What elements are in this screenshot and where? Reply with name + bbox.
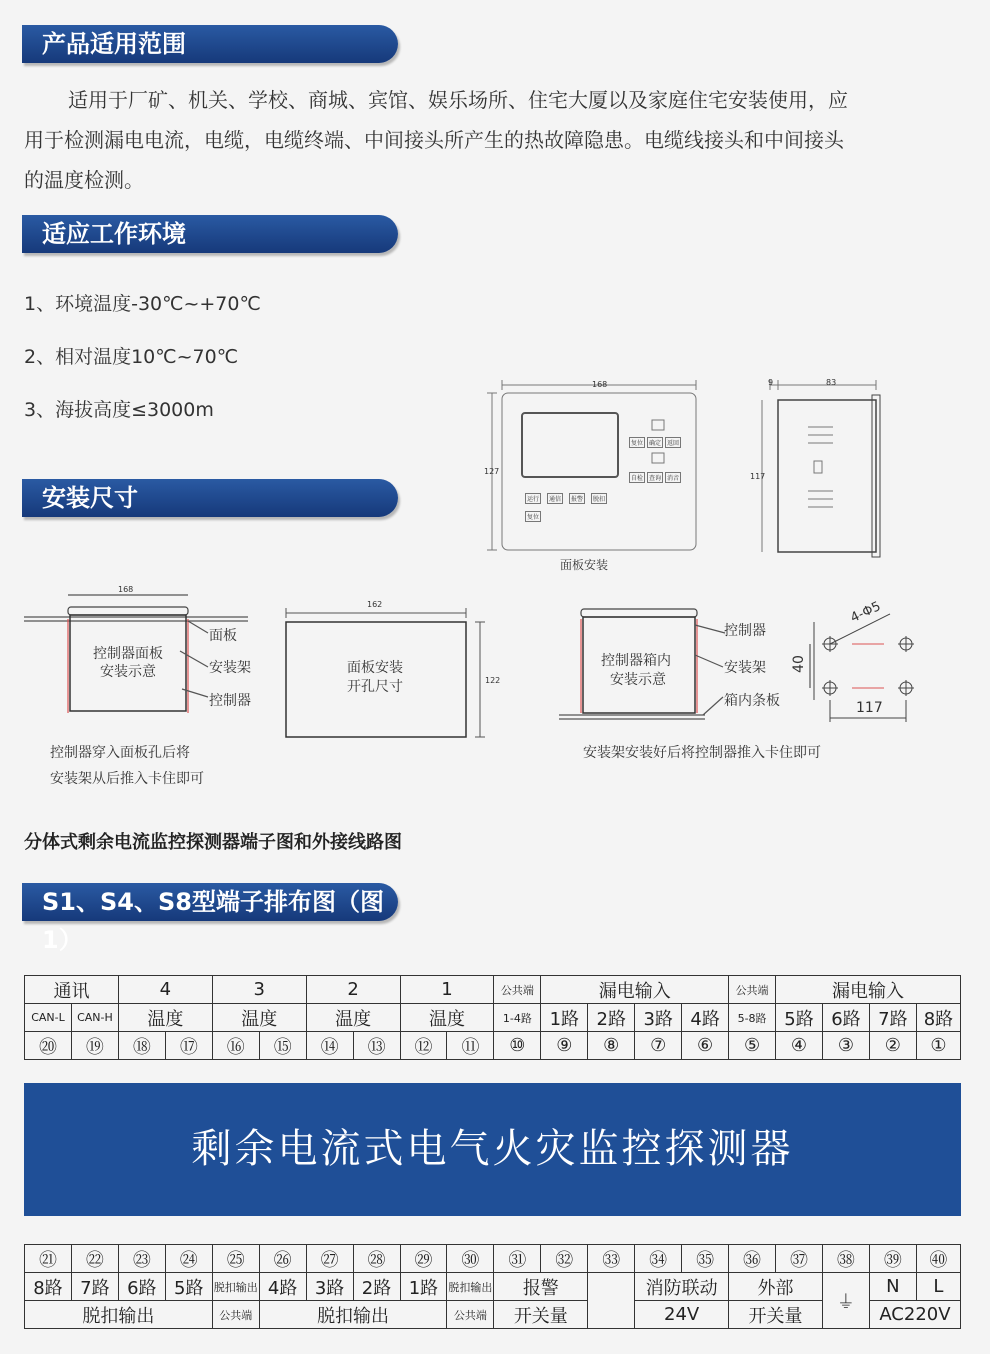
scope-line-1: 适用于厂矿、机关、学校、商城、宾馆、娱乐场所、住宅大厦以及家庭住宅安装使用，应: [68, 88, 848, 112]
d1-center-label: 控制器面板 安装示意: [93, 646, 163, 680]
confirm-button[interactable]: 确定: [647, 437, 663, 448]
side-height-label: 117: [750, 472, 766, 481]
top-table-row-numbers: [25, 1032, 961, 1060]
terminal-16: ⑯: [212, 1032, 259, 1060]
cell-can-h: CAN-H: [71, 1004, 118, 1032]
cell-ch1: 1路: [541, 1004, 588, 1032]
cell-b-ch1: 1路: [400, 1273, 447, 1301]
led-comm: 通信: [547, 493, 563, 504]
terminal-19: ⑲: [71, 1032, 118, 1060]
terminal-4: ④: [776, 1032, 823, 1060]
terminal-10: ⑩: [494, 1032, 541, 1060]
terminal-17: ⑰: [165, 1032, 212, 1060]
cell-group-3: 3: [212, 976, 306, 1004]
cell-ch7: 7路: [869, 1004, 916, 1032]
cell-leak-input-1: 漏电输入: [541, 976, 729, 1004]
terminal-28: ㉘: [353, 1245, 400, 1273]
cell-temp-1: 温度: [400, 1004, 494, 1032]
terminal-30: ㉚: [447, 1245, 494, 1273]
d1-panel-label: 面板: [209, 628, 237, 644]
cell-temp-4: 温度: [118, 1004, 212, 1032]
terminal-35: ㉟: [682, 1245, 729, 1273]
terminal-14: ⑭: [306, 1032, 353, 1060]
cell-b-ch3: 3路: [306, 1273, 353, 1301]
cell-b-fire-link: 消防联动: [635, 1273, 729, 1301]
terminal-32: ㉜: [541, 1245, 588, 1273]
led-trip: 脱扣: [591, 493, 607, 504]
reset-button[interactable]: 复位: [629, 437, 645, 448]
terminal-25: ㉕: [212, 1245, 259, 1273]
d4-horizontal-label: 117: [856, 700, 883, 716]
d1-note-line-2: 安装架从后推入卡住即可: [50, 771, 204, 787]
terminal-26: ㉖: [259, 1245, 306, 1273]
cell-b-ch2: 2路: [353, 1273, 400, 1301]
cell-b-alarm: 报警: [494, 1273, 588, 1301]
terminal-24: ㉔: [165, 1245, 212, 1273]
d2-width-label: 162: [367, 600, 383, 609]
top-table-row-labels: [25, 1004, 961, 1032]
silence-button[interactable]: 消音: [665, 472, 681, 483]
cell-common-1: 公共端: [494, 976, 541, 1004]
cell-group-1: 1: [400, 976, 494, 1004]
panel-height-label: 127: [484, 467, 500, 476]
d3-bracket-label: 安装架: [724, 660, 766, 676]
cell-b-ch4: 4路: [259, 1273, 306, 1301]
cell-b-trip-out-1: 脱扣输出: [212, 1273, 259, 1301]
top-terminal-table: [24, 975, 961, 1060]
d4-vertical-label: 40: [790, 655, 807, 673]
terminal-33: ㉝: [588, 1245, 635, 1273]
d3-center-line-2: 安装示意: [610, 672, 666, 688]
terminal-11: ⑪: [447, 1032, 494, 1060]
cell-common-2: 公共端: [729, 976, 776, 1004]
cell-b-ch6: 6路: [118, 1273, 165, 1301]
scope-line-2: 用于检测漏电电流，电缆，电缆终端、中间接头所产生的热故障隐患。电缆线接头和中间接头: [24, 128, 844, 152]
terminal-31: ㉛: [494, 1245, 541, 1273]
section-title-scope: 产品适用范围: [22, 25, 398, 63]
terminal-3: ③: [822, 1032, 869, 1060]
cell-b-external: 外部: [729, 1273, 823, 1301]
cell-b-ch8: 8路: [25, 1273, 72, 1301]
panel-width-label: 168: [592, 380, 608, 389]
scope-line-3: 的温度检测。: [24, 168, 144, 192]
section-title-environment: 适应工作环境: [22, 215, 398, 253]
cell-b-l: L: [916, 1273, 960, 1301]
return-button[interactable]: 返回: [665, 437, 681, 448]
led-alarm: 报警: [569, 493, 585, 504]
panel-button-row-2: [629, 472, 681, 483]
d4-holes-label: 4-Φ5: [848, 599, 884, 626]
terminal-12: ⑫: [400, 1032, 447, 1060]
cell-ch6: 6路: [822, 1004, 869, 1032]
terminal-39: ㊴: [869, 1245, 916, 1273]
terminal-23: ㉓: [118, 1245, 165, 1273]
cell-ch4: 4路: [682, 1004, 729, 1032]
cell-b-blank: [588, 1273, 635, 1329]
led-run: 运行: [525, 493, 541, 504]
cell-b-trip-output-2: 脱扣输出: [259, 1301, 447, 1329]
terminal-7: ⑦: [635, 1032, 682, 1060]
device-banner: 剩余电流式电气火灾监控探测器: [24, 1083, 961, 1216]
cell-temp-3: 温度: [212, 1004, 306, 1032]
cell-comm: 通讯: [25, 976, 119, 1004]
cell-leak-input-2: 漏电输入: [776, 976, 961, 1004]
side-depth-label-1: 9: [768, 378, 774, 387]
cell-ch2: 2路: [588, 1004, 635, 1032]
d1-note-line-1: 控制器穿入面板孔后将: [50, 745, 190, 761]
cell-5-8: 5-8路: [729, 1004, 776, 1032]
cell-b-common-2: 公共端: [447, 1301, 494, 1329]
terminal-20: ⑳: [25, 1032, 72, 1060]
terminal-9: ⑨: [541, 1032, 588, 1060]
terminal-21: ㉑: [25, 1245, 72, 1273]
terminal-18: ⑱: [118, 1032, 165, 1060]
panel-led-row: [525, 493, 607, 504]
cell-1-4: 1-4路: [494, 1004, 541, 1032]
cell-ch3: 3路: [635, 1004, 682, 1032]
env-item-temperature: 1、环境温度-30℃~+70℃: [24, 293, 261, 315]
cell-ch8: 8路: [916, 1004, 960, 1032]
d1-width-label: 168: [118, 585, 134, 594]
query-button[interactable]: 查询: [647, 472, 663, 483]
cell-b-ch5: 5路: [165, 1273, 212, 1301]
env-item-humidity: 2、相对温度10℃~70℃: [24, 346, 239, 368]
d2-center-line-1: 面板安装: [347, 660, 403, 676]
terminal-8: ⑧: [588, 1032, 635, 1060]
bottom-table-row-groups: [25, 1301, 961, 1329]
led-reset: 复位: [525, 511, 541, 522]
cell-b-ch7: 7路: [71, 1273, 118, 1301]
ground-icon: ⏚: [822, 1273, 869, 1329]
d2-height-label: 122: [485, 676, 501, 685]
panel-button-row-1: [629, 437, 681, 448]
d3-controller-label: 控制器: [724, 623, 766, 639]
terminal-40: ㊵: [916, 1245, 960, 1273]
terminal-15: ⑮: [259, 1032, 306, 1060]
d3-strip-label: 箱内条板: [724, 693, 780, 709]
side-depth-label-2: 83: [826, 378, 837, 387]
bottom-table-row-labels: [25, 1273, 961, 1301]
cell-b-switch-2: 开关量: [729, 1301, 823, 1329]
terminal-36: ㊱: [729, 1245, 776, 1273]
section-title-install-size: 安装尺寸: [22, 479, 398, 517]
cell-ch5: 5路: [776, 1004, 823, 1032]
cell-b-switch-1: 开关量: [494, 1301, 588, 1329]
terminal-29: ㉙: [400, 1245, 447, 1273]
cell-b-common-1: 公共端: [212, 1301, 259, 1329]
selfcheck-button[interactable]: 自检: [629, 472, 645, 483]
terminal-27: ㉗: [306, 1245, 353, 1273]
cell-group-2: 2: [306, 976, 400, 1004]
panel-side-drawing: [748, 375, 888, 560]
cell-b-trip-output-1: 脱扣输出: [25, 1301, 213, 1329]
terminal-37: ㊲: [776, 1245, 823, 1273]
terminal-34: ㉞: [635, 1245, 682, 1273]
cell-b-trip-out-2: 脱扣输出: [447, 1273, 494, 1301]
top-table-row-headers: [25, 976, 961, 1004]
terminal-2: ②: [869, 1032, 916, 1060]
d3-center-line-1: 控制器箱内: [601, 653, 671, 669]
d1-controller-label: 控制器: [209, 693, 251, 709]
terminal-22: ㉒: [71, 1245, 118, 1273]
cell-group-4: 4: [118, 976, 212, 1004]
wiring-heading: 分体式剩余电流监控探测器端子图和外接线路图: [24, 832, 402, 853]
terminal-13: ⑬: [353, 1032, 400, 1060]
bottom-terminal-table: [24, 1244, 961, 1329]
cell-can-l: CAN-L: [25, 1004, 72, 1032]
cell-b-24v: 24V: [635, 1301, 729, 1329]
panel-caption: 面板安装: [560, 558, 609, 572]
terminal-6: ⑥: [682, 1032, 729, 1060]
scope-paragraph: [24, 80, 972, 200]
terminal-38: ㊳: [822, 1245, 869, 1273]
env-item-altitude: 3、海拔高度≤3000m: [24, 399, 214, 421]
cell-temp-2: 温度: [306, 1004, 400, 1032]
d3-note: 安装架安装好后将控制器推入卡住即可: [583, 745, 821, 761]
cell-b-ac220v: AC220V: [869, 1301, 960, 1329]
cell-b-n: N: [869, 1273, 916, 1301]
terminal-1: ①: [916, 1032, 960, 1060]
bottom-table-row-numbers: [25, 1245, 961, 1273]
d2-center-line-2: 开孔尺寸: [347, 679, 403, 695]
terminal-5: ⑤: [729, 1032, 776, 1060]
d1-bracket-label: 安装架: [209, 660, 251, 676]
section-title-terminal-figure: S1、S4、S8型端子排布图（图1）: [22, 883, 398, 921]
